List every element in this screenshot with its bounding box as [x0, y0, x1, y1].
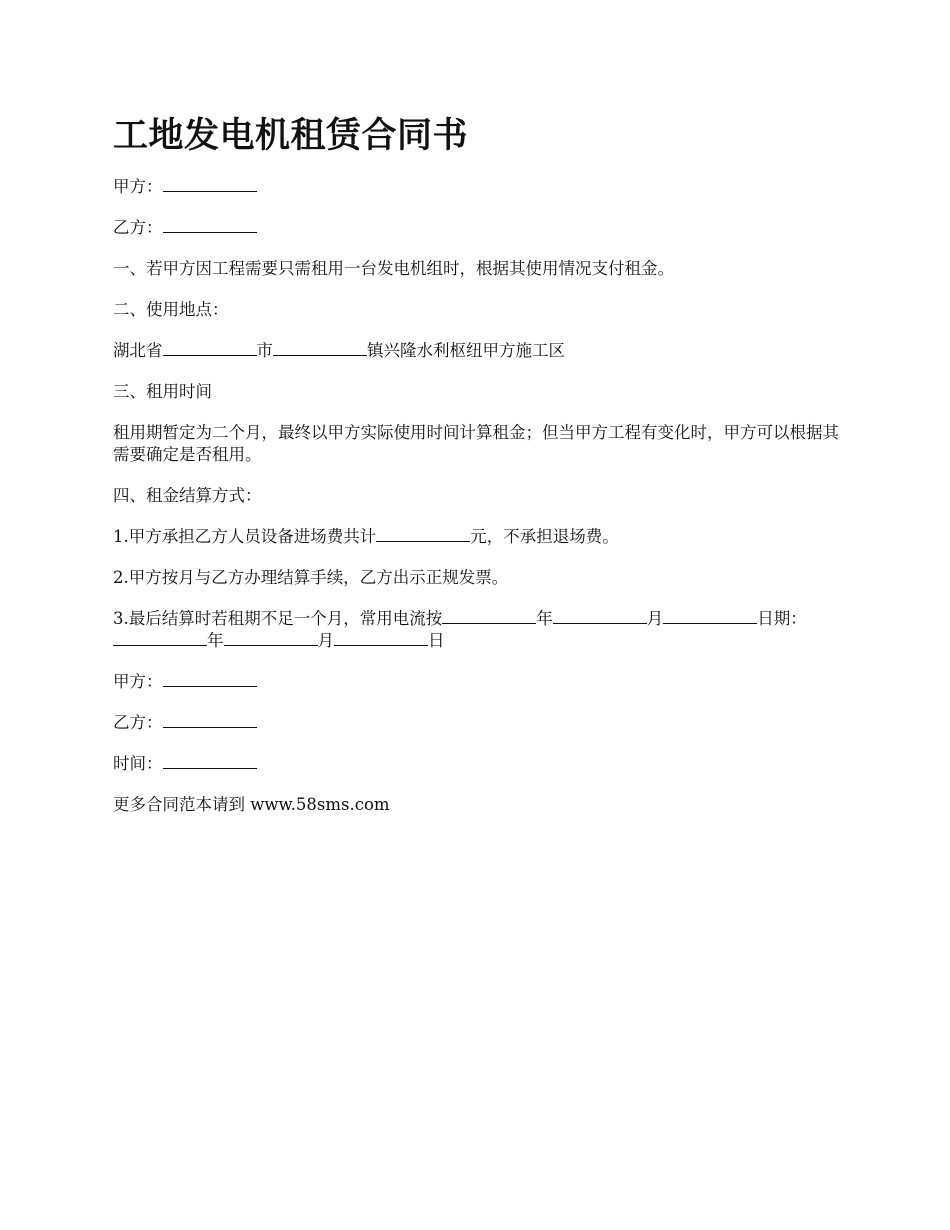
party-a-label: 甲方： — [113, 177, 163, 196]
clause-3-body: 租用期暂定为二个月，最终以甲方实际使用时间计算租金；但当甲方工程有变化时，甲方可以根据其需要确定是否租用。 — [113, 423, 839, 464]
item-3-blank-5 — [224, 630, 318, 646]
party-b-label: 乙方： — [113, 218, 163, 237]
clause-1: 一、若甲方因工程需要只需租用一台发电机组时，根据其使用情况支付租金。 — [113, 259, 674, 278]
location-city: 市 — [256, 341, 273, 360]
sign-party-a-blank — [163, 671, 257, 687]
item-3 — [113, 608, 843, 652]
item-3-blank-1 — [442, 608, 536, 624]
clause-4-heading: 四、租金结算方式： — [113, 486, 262, 505]
clause-2-heading: 二、使用地点： — [113, 300, 229, 319]
item-1 — [113, 526, 843, 548]
item-3-month-2: 月 — [317, 631, 334, 650]
sign-time-label: 时间： — [113, 754, 163, 773]
item-1-blank — [376, 526, 470, 542]
sign-party-a-label: 甲方： — [113, 672, 163, 691]
item-1-after: 元，不承担退场费。 — [470, 527, 619, 546]
item-2: 2.甲方按月与乙方办理结算手续，乙方出示正规发票。 — [113, 568, 509, 587]
item-3-date-label: 日期： — [757, 609, 807, 628]
item-1-before: 1.甲方承担乙方人员设备进场费共计 — [113, 527, 377, 546]
contract-page — [113, 110, 843, 835]
item-3-blank-6 — [334, 630, 428, 646]
item-3-month-1: 月 — [646, 609, 664, 628]
party-a-line — [113, 176, 843, 198]
party-a-blank — [163, 176, 257, 192]
item-3-year-2: 年 — [207, 631, 224, 650]
document-title: 工地发电机租赁合同书 — [113, 115, 469, 156]
province-blank — [163, 340, 257, 356]
location-rest: 镇兴隆水利枢纽甲方施工区 — [367, 341, 565, 360]
sign-party-b-label: 乙方： — [113, 713, 163, 732]
city-blank — [273, 340, 367, 356]
sign-time-blank — [163, 753, 257, 769]
party-b-line — [113, 217, 843, 239]
location-line — [113, 340, 843, 362]
sign-party-a-line — [113, 671, 843, 693]
clause-3-heading: 三、租用时间 — [113, 382, 212, 401]
item-3-blank-2 — [553, 608, 647, 624]
footer-note: 更多合同范本请到 www.58sms.com — [113, 795, 390, 814]
location-province: 湖北省 — [113, 341, 163, 360]
sign-party-b-blank — [163, 712, 257, 728]
item-3-before: 3.最后结算时若租期不足一个月，常用电流按 — [113, 609, 443, 628]
item-3-blank-4 — [113, 630, 207, 646]
item-3-year-1: 年 — [536, 609, 553, 628]
item-3-day: 日 — [428, 631, 445, 650]
sign-time-line — [113, 753, 843, 775]
sign-party-b-line — [113, 712, 843, 734]
item-3-blank-3 — [663, 608, 757, 624]
party-b-blank — [163, 217, 257, 233]
